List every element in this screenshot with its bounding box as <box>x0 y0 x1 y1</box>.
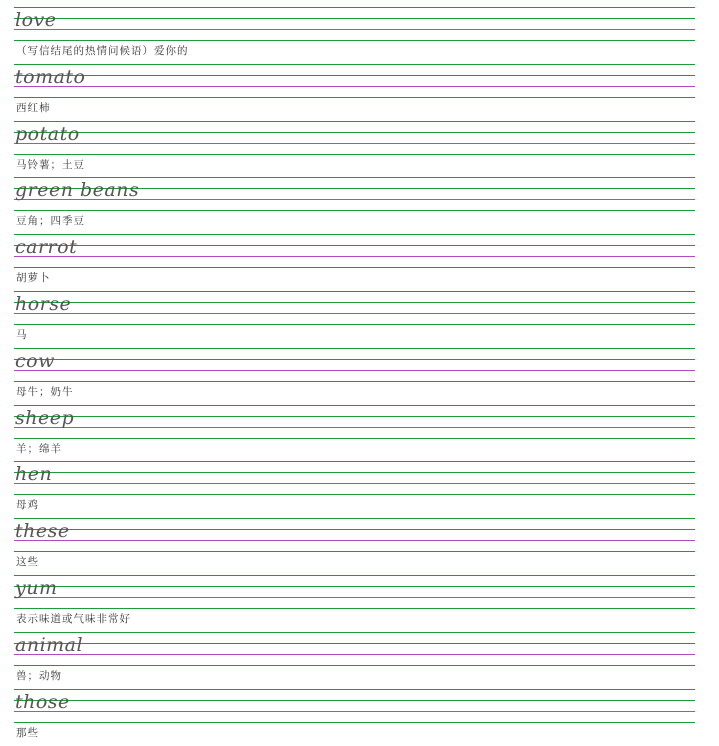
guide-line <box>14 132 695 133</box>
english-word: tomato <box>15 65 86 88</box>
guide-line <box>14 438 695 439</box>
baseline <box>14 29 695 30</box>
english-word: potato <box>15 122 80 145</box>
writing-lines <box>14 64 695 98</box>
chinese-meaning: 兽；动物 <box>16 669 62 682</box>
chinese-meaning: 西红柿 <box>16 101 51 114</box>
guide-line <box>14 210 695 211</box>
guide-line <box>14 234 695 235</box>
writing-lines <box>14 518 695 552</box>
guide-line <box>14 64 695 65</box>
guide-line <box>14 121 695 122</box>
chinese-meaning: 那些 <box>16 726 39 739</box>
writing-lines <box>14 121 695 155</box>
chinese-meaning: 羊；绵羊 <box>16 442 62 455</box>
chinese-meaning: 豆角；四季豆 <box>16 215 85 228</box>
english-word: sheep <box>15 406 75 429</box>
english-word: green beans <box>15 179 140 202</box>
vocab-entry <box>0 177 719 234</box>
guide-line <box>14 472 695 473</box>
baseline <box>14 597 695 598</box>
writing-lines <box>14 405 695 439</box>
guide-line <box>14 632 695 633</box>
vocab-entry <box>0 7 719 64</box>
guide-line <box>14 291 695 292</box>
english-word: these <box>15 520 70 543</box>
english-word: carrot <box>15 236 78 259</box>
english-word: animal <box>15 633 84 656</box>
guide-line <box>14 348 695 349</box>
vocab-entry <box>0 121 719 178</box>
guide-line <box>14 700 695 701</box>
baseline <box>14 711 695 712</box>
vocab-entry <box>0 348 719 405</box>
guide-line <box>14 551 695 552</box>
baseline <box>14 427 695 428</box>
guide-line <box>14 7 695 8</box>
guide-line <box>14 302 695 303</box>
baseline <box>14 540 695 541</box>
guide-line <box>14 416 695 417</box>
chinese-meaning: 这些 <box>16 556 39 569</box>
guide-line <box>14 494 695 495</box>
baseline <box>14 370 695 371</box>
chinese-meaning: （写信结尾的热情问候语）爱你的 <box>16 45 189 57</box>
guide-line <box>14 608 695 609</box>
baseline <box>14 483 695 484</box>
vocab-entry <box>0 461 719 518</box>
chinese-meaning: 表示味道或气味非常好 <box>16 613 131 625</box>
vocab-entry <box>0 64 719 121</box>
vocab-entry <box>0 291 719 348</box>
writing-lines <box>14 461 695 495</box>
guide-line <box>14 18 695 19</box>
guide-line <box>14 575 695 576</box>
baseline <box>14 313 695 314</box>
english-word: horse <box>15 293 72 315</box>
english-word: hen <box>15 463 53 486</box>
writing-lines <box>14 575 695 609</box>
guide-line <box>14 267 695 268</box>
guide-line <box>14 154 695 155</box>
guide-line <box>14 665 695 666</box>
writing-lines <box>14 7 695 41</box>
guide-line <box>14 689 695 690</box>
guide-line <box>14 245 695 246</box>
baseline <box>14 86 695 87</box>
writing-lines <box>14 632 695 666</box>
guide-line <box>14 97 695 98</box>
english-word: yum <box>15 577 58 599</box>
chinese-meaning: 马铃薯；土豆 <box>16 158 85 171</box>
guide-line <box>14 405 695 406</box>
chinese-meaning: 马 <box>16 329 28 341</box>
writing-lines <box>14 234 695 268</box>
vocab-entry <box>0 234 719 291</box>
guide-line <box>14 529 695 530</box>
vocab-entry <box>0 575 719 632</box>
guide-line <box>14 359 695 360</box>
baseline <box>14 143 695 144</box>
vocab-entry <box>0 689 719 746</box>
guide-line <box>14 643 695 644</box>
guide-line <box>14 518 695 519</box>
writing-lines <box>14 348 695 382</box>
vocab-entry <box>0 632 719 689</box>
guide-line <box>14 461 695 462</box>
chinese-meaning: 母牛；奶牛 <box>16 385 74 398</box>
chinese-meaning: 胡萝卜 <box>16 272 51 285</box>
english-word: those <box>15 690 70 713</box>
guide-line <box>14 40 695 41</box>
chinese-meaning: 母鸡 <box>16 499 39 512</box>
guide-line <box>14 586 695 587</box>
vocab-entry <box>0 518 719 575</box>
vocab-entry <box>0 405 719 462</box>
baseline <box>14 654 695 655</box>
guide-line <box>14 381 695 382</box>
writing-lines <box>14 689 695 723</box>
english-word: cow <box>15 349 55 372</box>
writing-lines <box>14 291 695 325</box>
english-word: love <box>15 9 57 31</box>
guide-line <box>14 722 695 723</box>
guide-line <box>14 324 695 325</box>
baseline <box>14 256 695 257</box>
guide-line <box>14 75 695 76</box>
